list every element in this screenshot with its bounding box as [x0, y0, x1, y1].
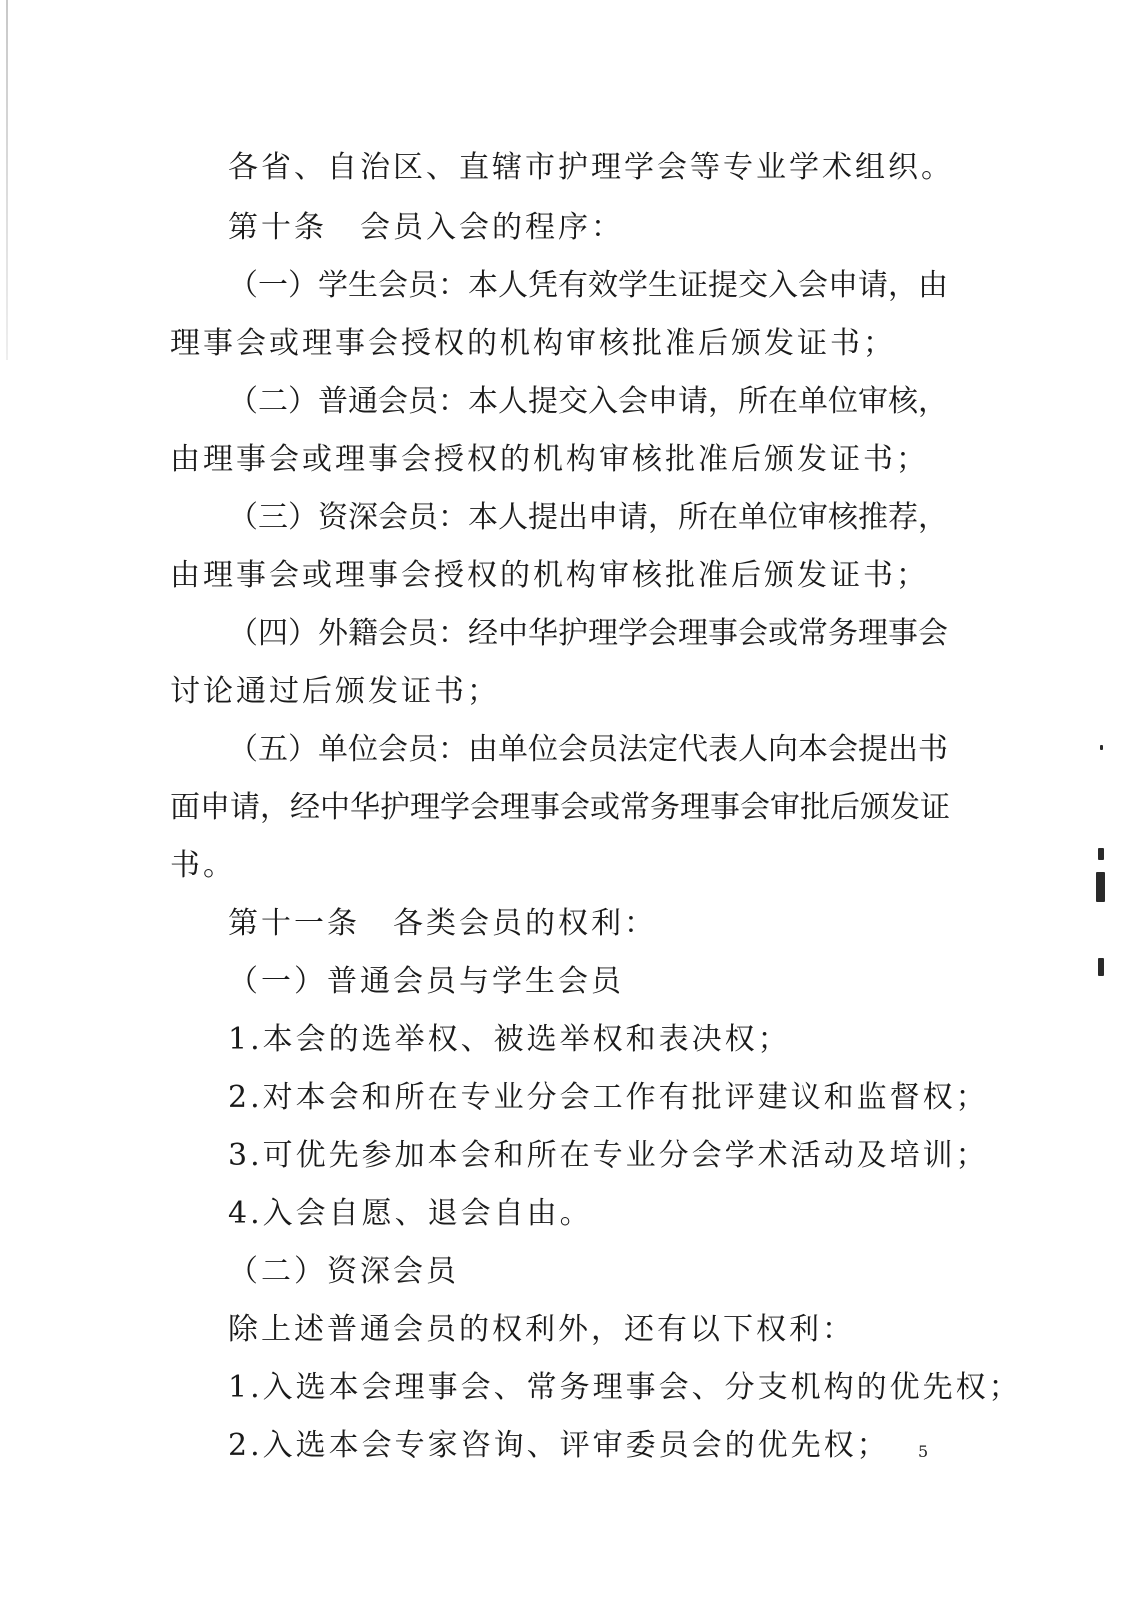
page-number: 5	[918, 1442, 929, 1461]
list-item: 1.入选本会理事会、常务理事会、分支机构的优先权；	[228, 1370, 1022, 1405]
text-line: 由理事会或理事会授权的机构审核批准后颁发证书；	[170, 442, 929, 477]
scan-speck	[1098, 848, 1104, 860]
article-heading: 第十一条 各类会员的权利：	[228, 906, 657, 941]
text-line: 除上述普通会员的权利外，还有以下权利：	[228, 1312, 855, 1347]
article-heading: 第十条 会员入会的程序：	[228, 210, 624, 245]
text-line: 面申请，经中华护理学会理事会或常务理事会审批后颁发证	[170, 790, 950, 825]
scan-speck	[1096, 872, 1105, 902]
text-line: 各省、自治区、直辖市护理学会等专业学术组织。	[228, 150, 954, 185]
text-line: 理事会或理事会授权的机构审核批准后颁发证书；	[170, 326, 896, 361]
section-heading: （二）资深会员	[228, 1254, 459, 1289]
section-heading: （一）普通会员与学生会员	[228, 964, 624, 999]
list-item: 2.入选本会专家咨询、评审委员会的优先权；	[228, 1428, 890, 1463]
text-line: （五）单位会员：由单位会员法定代表人向本会提出书	[228, 732, 948, 767]
scan-shadow-edge	[6, 0, 8, 360]
list-item: 3.可优先参加本会和所在专业分会学术活动及培训；	[228, 1138, 989, 1173]
text-line: （三）资深会员：本人提出申请，所在单位审核推荐，	[228, 500, 948, 535]
list-item: 2.对本会和所在专业分会工作有批评建议和监督权；	[228, 1080, 989, 1115]
text-line: （二）普通会员：本人提交入会申请，所在单位审核，	[228, 384, 948, 419]
scan-speck	[1098, 958, 1104, 976]
list-item: 1.本会的选举权、被选举权和表决权；	[228, 1022, 791, 1057]
text-line: 由理事会或理事会授权的机构审核批准后颁发证书；	[170, 558, 929, 593]
text-line: （四）外籍会员：经中华护理学会理事会或常务理事会	[228, 616, 948, 651]
list-item: 4.入会自愿、退会自由。	[228, 1196, 593, 1231]
text-line: 书。	[170, 848, 236, 883]
text-line: 讨论通过后颁发证书；	[170, 674, 500, 709]
scan-speck	[1100, 745, 1103, 750]
text-line: （一）学生会员：本人凭有效学生证提交入会申请，由	[228, 268, 948, 303]
